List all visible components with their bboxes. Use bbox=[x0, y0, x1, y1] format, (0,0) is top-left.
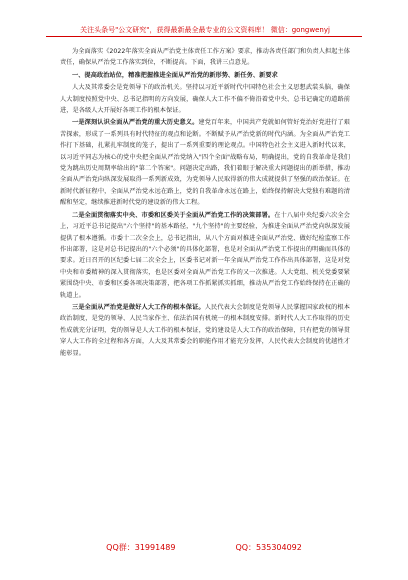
banner-divider bbox=[46, 36, 362, 37]
qq-group-text: QQ群：31991489 bbox=[106, 543, 176, 552]
paragraph-body: 人民代表大会制度是党领导人民掌握国家政权的根本政治制度，是党的领导、人民当家作主、依法治国有机统一的根本制度安排。新时代人大工作取得的历史性成就充分证明，党的领导是人大工作的根本保证，党的建设是人大工作的政治保障，只有把党的领导贯穿人大工作的全过程和各方面，人大及其常委会的职能作用才能充分发挥，人民代表大会制度的优越性才能彰显。 bbox=[60, 303, 350, 357]
qq-number-text: QQ：535304092 bbox=[235, 543, 302, 552]
paragraph-body: 在十八届中央纪委六次全会上，习近平总书记提出"六个坚持"的基本路径，"九个坚持"的主要经验，为推进全面从严治党向纵深发展提供了根本遵循。市委十二次全会上，总书记指出，从八个方面对推进全面从严治党、做好纪检监察工作作出部署，这是对总书记提出的"六个必须"的具体化部署，也是对全面从严治党工作提出的明确而具体的要求。近日召开的区纪委七届二次全会上，区委书记对新一年全面从严治党工作作出具体部署，这是对党中央和市委精神的深入贯彻落实，也是区委对全面从严治党工作的又一次推进。人大党组、机关党委要紧紧围绕中央、市委和区委各项决策部署，把各项工作抓紧抓实抓细，推动从严治党工作始终保持在正确的轨道上。 bbox=[60, 211, 350, 299]
top-banner: 关注头条号"公文研究"，获得最新最全最专业的公文资料库！ 微信：gongwenyj bbox=[80, 26, 330, 34]
section-heading: 一、提高政治站位，精准把握推进全面从严治党的新形势、新任务、新要求 bbox=[72, 71, 278, 79]
page-footer bbox=[46, 542, 362, 553]
paragraph-heading: 二是全面贯彻落实中央、市委和区委关于全面从严治党工作的决策部署。 bbox=[72, 211, 275, 219]
paragraph-body: 建党百年来，中国共产党就如何管好党治好党进行了艰苦探索，形成了一系列具有时代特征的观点和论断。不断赋予从严治党新的时代内涵。为全面从严治党工作打下基础，扎紧扎牢制度的笼子，提出了一系列重要的理论观点。中国特色社会主义进入新时代以来，以习近平同志为核心的党中央把全面从严治党纳入"四个全面"战略布局，明确提出，党的自我革命是我们党为跳出历史周期率给出的"第二个答案"。问题决定出路，我们着眼于解决重大问题提出的新举措，推动全面从严治党向纵深发展取得一系列新成效，为党领导人民取得新的伟大成就提供了坚强的政治保证。在新时代新征程中，全面从严治党永远在路上，党的自我革命永远在路上，始终保持解决大党独有难题的清醒和坚定，继续推进新时代党的建设新的伟大工程。 bbox=[60, 119, 351, 207]
paragraph bbox=[60, 302, 350, 359]
document-body bbox=[60, 46, 350, 359]
paragraph-heading: 一是深刻认识全面从严治党的重大历史意义。 bbox=[72, 119, 199, 127]
paragraph bbox=[60, 117, 350, 208]
paragraph-heading: 三是全面从严治党是做好人大工作的根本保证。 bbox=[72, 303, 205, 311]
paragraph bbox=[60, 210, 350, 301]
paragraph: 人大及其常委会是党领导下的政治机关。坚持以习近平新时代中国特色社会主义思想武装头脑，确保人大制度按照党中央、总书记指明的方向发展，确保人大工作不偏不倚沿着党中央、总书记确定的道路前进，是各级人大开展好各项工作的根本保证。 bbox=[60, 84, 350, 115]
intro-paragraph: 为全面落实《2022年落实全面从严治党主体责任工作方案》要求，推动各责任部门和负责人担起主体责任，确保从严治党工作落实到位，不断提高。下面，我讲三点意见。 bbox=[60, 48, 350, 67]
